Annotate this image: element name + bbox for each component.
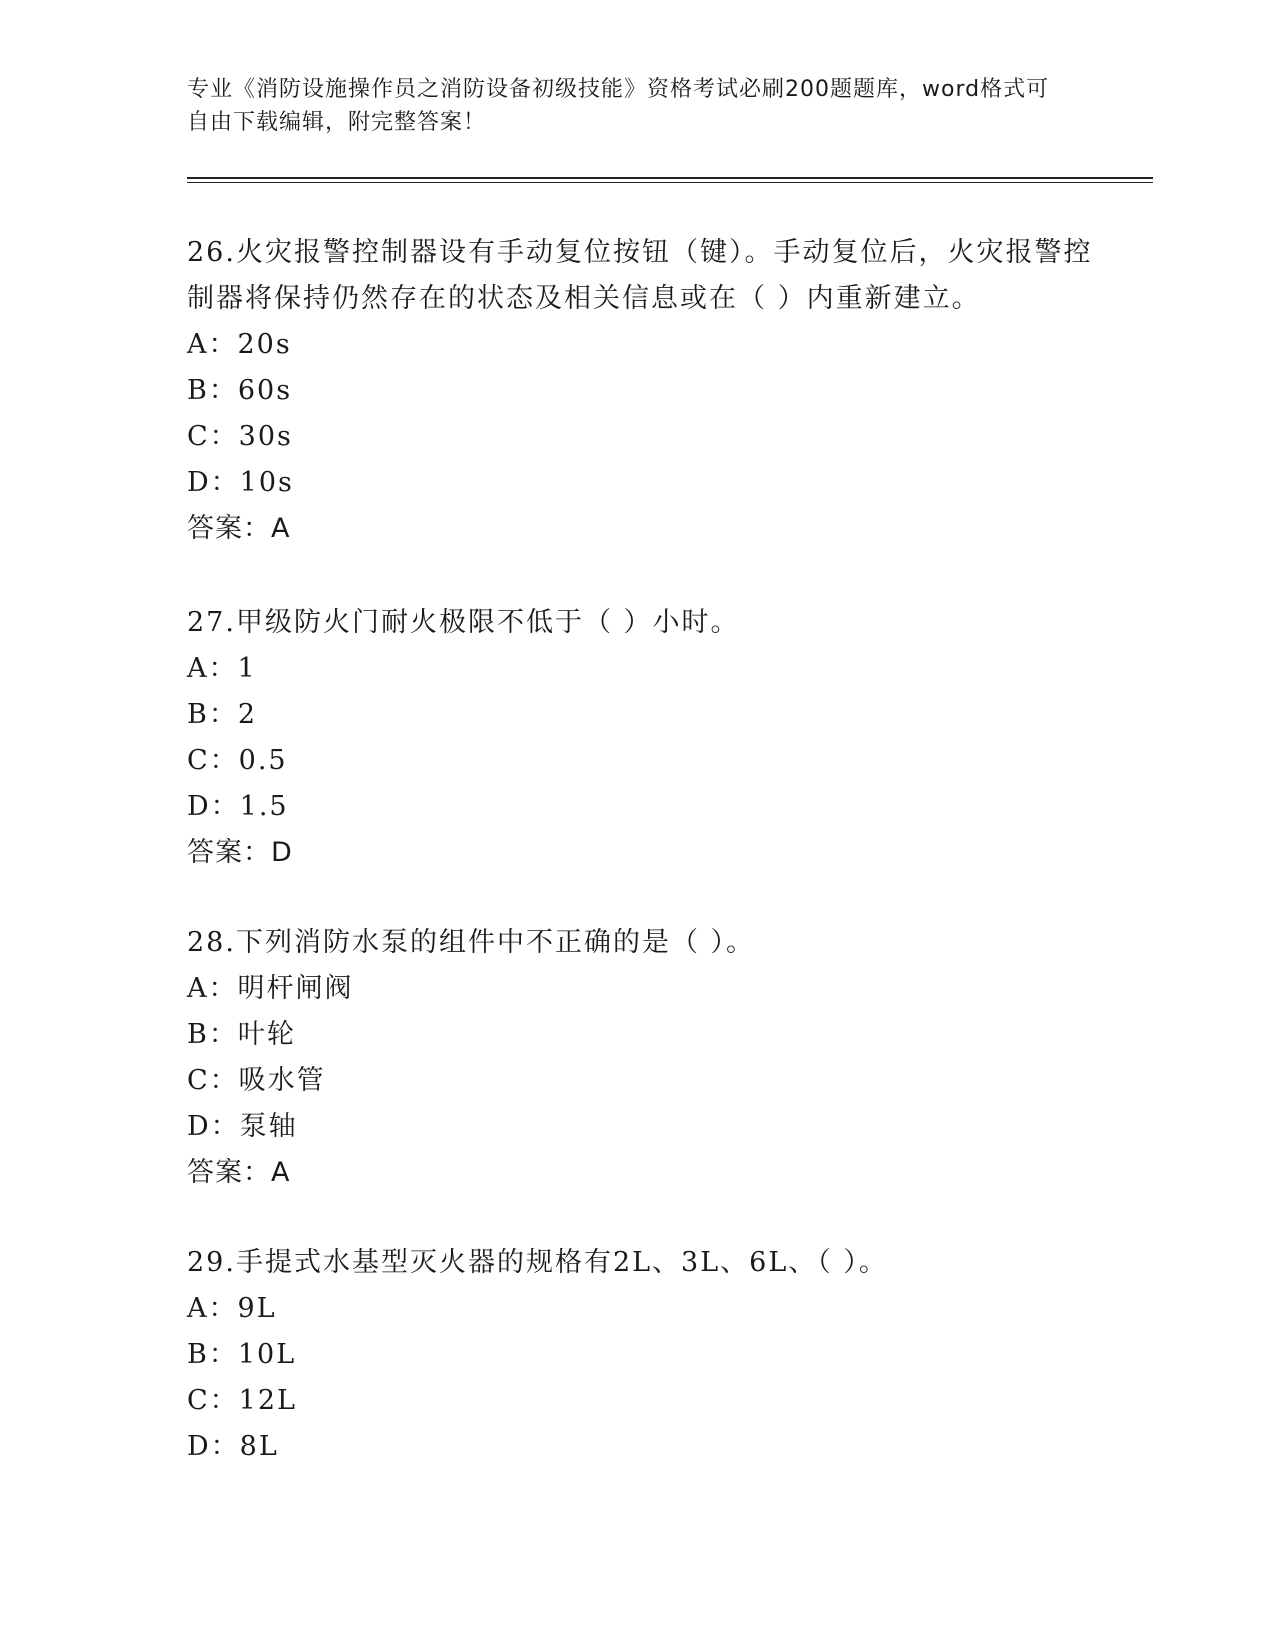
- option-d: D：8L: [187, 1431, 279, 1462]
- option-c: C：30s: [187, 421, 293, 452]
- question-28: [187, 920, 1107, 1196]
- question-26: [187, 230, 1107, 552]
- question-stem: 29.手提式水基型灭火器的规格有2L、3L、6L、（ ）。: [187, 1247, 888, 1278]
- document-header: 专业《消防设施操作员之消防设备初级技能》资格考试必刷200题题库，word格式可自由下载编辑，附完整答案！: [187, 77, 1050, 135]
- option-c: C：0.5: [187, 745, 288, 776]
- option-d: D：泵轴: [187, 1111, 298, 1142]
- header-divider-thin: [187, 182, 1153, 183]
- option-c: C：吸水管: [187, 1065, 326, 1096]
- option-d: D：10s: [187, 467, 294, 498]
- option-a: A：明杆闸阀: [187, 973, 354, 1004]
- answer-line: 答案：D: [187, 837, 293, 868]
- option-b: B：2: [187, 699, 258, 730]
- option-b: B：60s: [187, 375, 293, 406]
- question-27: [187, 600, 1107, 876]
- option-c: C：12L: [187, 1385, 297, 1416]
- option-d: D：1.5: [187, 791, 289, 822]
- option-b: B：10L: [187, 1339, 297, 1370]
- option-a: A：9L: [187, 1293, 277, 1324]
- answer-line: 答案：A: [187, 513, 291, 544]
- question-stem: 26.火灾报警控制器设有手动复位按钮（键）。手动复位后，火灾报警控制器将保持仍然存在的状态及相关信息或在（ ）内重新建立。: [187, 237, 1093, 314]
- option-a: A：20s: [187, 329, 292, 360]
- option-a: A：1: [187, 653, 257, 684]
- answer-line: 答案：A: [187, 1157, 291, 1188]
- header-divider-thick: [187, 177, 1153, 179]
- question-29: [187, 1240, 1107, 1470]
- question-stem: 28.下列消防水泵的组件中不正确的是（ ）。: [187, 927, 756, 958]
- option-b: B：叶轮: [187, 1019, 296, 1050]
- question-stem: 27.甲级防火门耐火极限不低于（ ）小时。: [187, 607, 740, 638]
